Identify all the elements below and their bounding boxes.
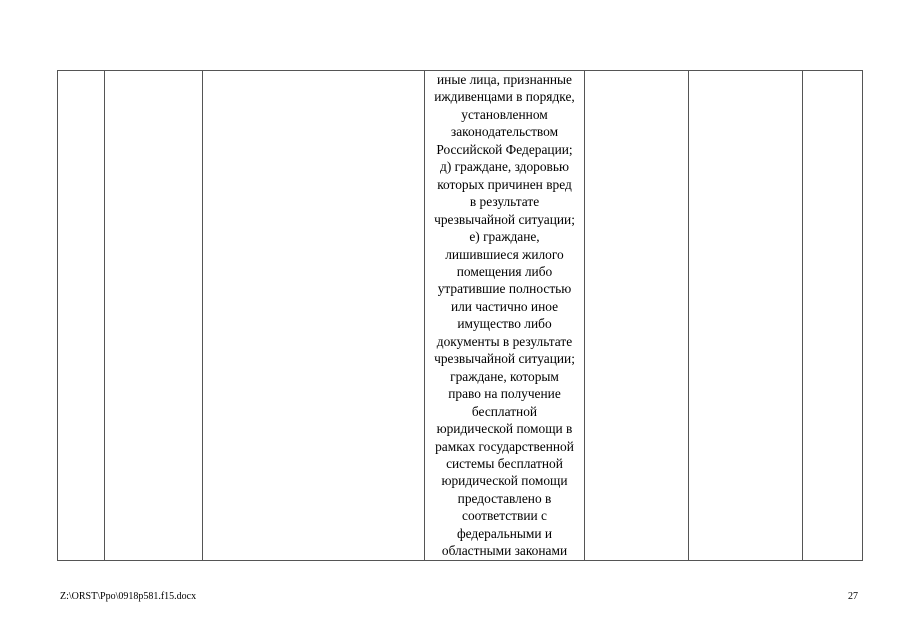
text-line: областными законами [441, 543, 568, 559]
table-cell-7 [803, 71, 863, 561]
text-line: право на получение [448, 386, 561, 402]
table-row [58, 71, 863, 561]
table-cell-5 [585, 71, 689, 561]
text-line: которых причинен вред [437, 176, 572, 192]
text-line: в результате [469, 194, 540, 210]
text-line: чрезвычайной ситуации; [434, 351, 575, 367]
table-cell-3 [203, 71, 425, 561]
table-cell-4 [425, 71, 585, 561]
text-line: федеральными и [456, 525, 553, 541]
text-line: иные лица, признанные [437, 72, 572, 87]
table-cell-1 [58, 71, 105, 561]
cell-text-beneficiaries [425, 71, 584, 560]
text-line: юридической помощи [441, 473, 568, 489]
text-line: иждивенцами в порядке, [434, 89, 575, 105]
text-line: законодательством [450, 124, 559, 140]
table-cell-2 [105, 71, 203, 561]
footer-file-path: Z:\ORST\Ppo\0918p581.f15.docx [60, 591, 197, 602]
text-line: граждане, которым [450, 368, 559, 384]
footer-page-number: 27 [848, 591, 858, 602]
text-line: системы бесплатной [446, 455, 563, 471]
text-line: чрезвычайной ситуации; [434, 211, 575, 227]
text-line: помещения либо [456, 263, 553, 279]
text-line: предоставлено в [457, 490, 552, 506]
text-line: утратившие полностью [437, 281, 572, 297]
document-table [57, 70, 863, 561]
text-line: бесплатной [471, 403, 538, 419]
text-line: рамках государственной [435, 438, 574, 454]
text-line: имущество либо [457, 316, 552, 332]
text-line: или частично иное [450, 298, 559, 314]
table-cell-6 [689, 71, 803, 561]
text-line: д) граждане, здоровью [440, 159, 569, 175]
text-line: соответствии с [462, 508, 547, 524]
text-line: установленном [461, 106, 548, 122]
text-line: Российской Федерации; [436, 141, 573, 157]
text-line: юридической помощи в [436, 421, 573, 437]
text-line: лишившиеся жилого [445, 246, 564, 262]
text-line: документы в результате [436, 333, 573, 349]
text-line: е) граждане, [469, 229, 540, 245]
